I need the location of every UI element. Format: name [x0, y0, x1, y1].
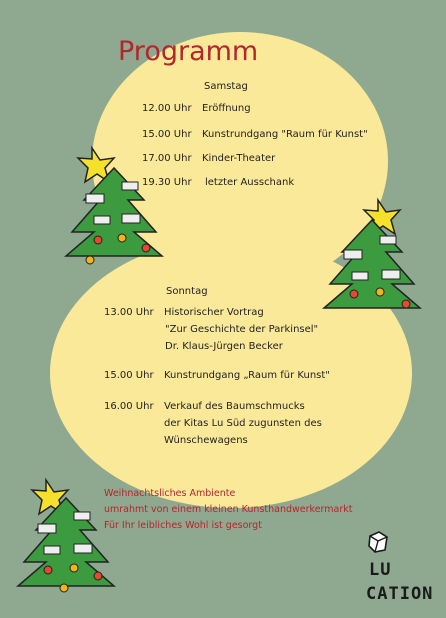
sun-text-1a: Historischer Vortrag — [164, 307, 264, 318]
logo-line-2: CATION — [366, 584, 434, 604]
sat-text-1: Eröffnung — [202, 103, 251, 114]
sat-text-4: letzter Ausschank — [205, 177, 295, 188]
christmas-tree-icon — [322, 200, 422, 320]
sun-text-3b: der Kitas Lu Süd zugunsten des — [164, 418, 322, 429]
sun-time-1: 13.00 Uhr — [104, 307, 154, 318]
sat-time-4: 19.30 Uhr — [142, 177, 192, 188]
cube-outline-icon — [367, 530, 389, 554]
sat-time-1: 12.00 Uhr — [142, 103, 192, 114]
footer-line-3: Für Ihr leibliches Wohl ist gesorgt — [104, 520, 262, 531]
sun-time-3: 16.00 Uhr — [104, 401, 154, 412]
sun-text-1c: Dr. Klaus-Jürgen Becker — [165, 341, 283, 352]
sat-time-3: 17.00 Uhr — [142, 153, 192, 164]
christmas-tree-icon — [18, 476, 118, 596]
sun-text-3c: Wünschewagens — [164, 435, 248, 446]
christmas-tree-icon — [64, 148, 164, 268]
saturday-heading: Samstag — [204, 81, 248, 92]
page-title: Programm — [118, 36, 259, 67]
sun-text-1b: "Zur Geschichte der Parkinsel" — [165, 324, 319, 335]
sun-text-2: Kunstrundgang „Raum für Kunst" — [164, 370, 330, 381]
sun-text-3a: Verkauf des Baumschmucks — [164, 401, 305, 412]
footer-line-2: umrahmt von einem kleinen Kunsthandwerkermarkt — [104, 504, 353, 515]
sat-text-3: Kinder-Theater — [202, 153, 276, 164]
sunday-heading: Sonntag — [166, 286, 208, 297]
logo-line-1: LU — [369, 560, 392, 580]
sun-time-2: 15.00 Uhr — [104, 370, 154, 381]
sat-time-2: 15.00 Uhr — [142, 129, 192, 140]
sat-text-2: Kunstrundgang "Raum für Kunst" — [202, 129, 368, 140]
footer-line-1: Weihnachtsliches Ambiente — [104, 488, 236, 499]
